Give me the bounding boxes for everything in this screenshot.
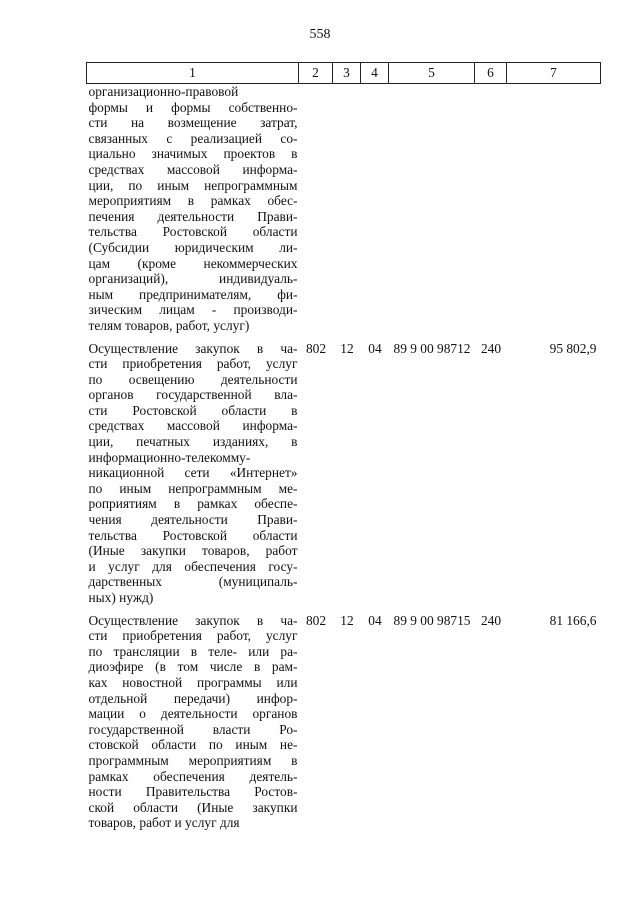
description-line: и услуг для обеспечения госу- [88,558,298,574]
description-line: по трансляции в теле- или ра- [88,643,298,659]
header-col-6: 6 [475,63,507,84]
amount: 81 166,6 [549,612,597,628]
target-article-code: 89 9 00 98712 [393,340,471,356]
expense-type-code [475,84,507,334]
header-col-3: 3 [333,63,361,84]
admin-code: 802 [305,340,327,356]
target-article-code: 89 9 00 98715 [393,612,471,628]
description-line: средствах массовой информа- [88,161,298,177]
description-line: Осуществление закупок в ча- [88,340,298,356]
table-row [87,334,601,606]
description-line: средствах массовой информа- [88,418,298,434]
expense-type-code: 240 [480,612,502,628]
description-line: программным мероприятиям в [88,752,298,768]
description-line: ках новостной программы или [88,674,298,690]
description-line: организаций), индивидуаль- [88,271,298,287]
row-description [87,334,299,606]
description-line: зическим лицам - производи- [88,302,298,318]
description-line: телям товаров, работ, услуг) [88,317,250,333]
description-line: ным предпринимателям, фи- [88,286,298,302]
row-description [87,84,299,334]
section-code: 12 [340,340,354,356]
description-line: (Субсидии юридическим ли- [88,239,298,255]
description-line: мации о деятельности органов [88,706,298,722]
description-line: ской области (Иные закупки [88,799,298,815]
subsection-code [361,84,389,334]
description-line: организационно-правовой [88,84,239,99]
admin-code: 802 [305,612,327,628]
description-line: никационной сети «Интернет» [88,465,298,481]
description-line: сти Ростовской области в [88,402,298,418]
expense-type-code: 240 [480,340,502,356]
description-line: сти приобретения работ, услуг [88,628,298,644]
description-line: формы и формы собственно- [88,99,298,115]
description-line: ции, по иным непрограммным [88,177,298,193]
budget-table [86,62,601,831]
description-line: роприятиям в рамках обеспе- [88,496,298,512]
description-line: связанных с реализацией со- [88,130,298,146]
description-line: органов государственной вла- [88,387,298,403]
description-line: (Иные закупки товаров, работ [88,543,298,559]
description-line: тельства Ростовской области [88,224,298,240]
description-line: сти приобретения работ, услуг [88,356,298,372]
section-code [333,84,361,334]
header-row [87,63,601,84]
description-line: отдельной передачи) инфор- [88,690,298,706]
description-line: информационно-телекомму- [88,449,251,465]
description-line: диоэфире (в том числе в рам- [88,659,298,675]
description-line: ности Правительства Ростов- [88,784,298,800]
description-line: ных) нужд) [88,590,154,605]
header-col-5: 5 [389,63,475,84]
admin-code [299,84,333,334]
amount: 95 802,9 [549,340,597,356]
description-line: Осуществление закупок в ча- [88,612,298,628]
description-line: ции, печатных изданиях, в [88,434,298,450]
target-article-code [389,84,475,334]
description-line: печения деятельности Прави- [88,208,298,224]
description-line: тельства Ростовской области [88,527,298,543]
header-col-7: 7 [507,63,601,84]
header-col-4: 4 [361,63,389,84]
description-line: цам (кроме некоммерческих [88,255,298,271]
table-row [87,84,601,334]
description-line: товаров, работ и услуг для [88,815,240,831]
header-col-1: 1 [87,63,299,84]
description-line: государственной власти Ро- [88,721,298,737]
description-line: рамках обеспечения деятель- [88,768,298,784]
row-description [87,606,299,831]
subsection-code: 04 [368,612,382,628]
page-number: 558 [309,27,331,42]
amount [507,84,601,334]
subsection-code: 04 [368,340,382,356]
description-line: дарственных (муниципаль- [88,574,298,590]
section-code: 12 [340,612,354,628]
description-line: стовской области по иным не- [88,737,298,753]
description-line: по иным непрограммным ме- [88,480,298,496]
description-line: чения деятельности Прави- [88,512,298,528]
description-line: мероприятиям в рамках обес- [88,193,298,209]
table-row [87,606,601,831]
description-line: сти на возмещение затрат, [88,115,298,131]
description-line: по освещению деятельности [88,371,298,387]
header-col-2: 2 [299,63,333,84]
description-line: циально значимых проектов в [88,146,298,162]
